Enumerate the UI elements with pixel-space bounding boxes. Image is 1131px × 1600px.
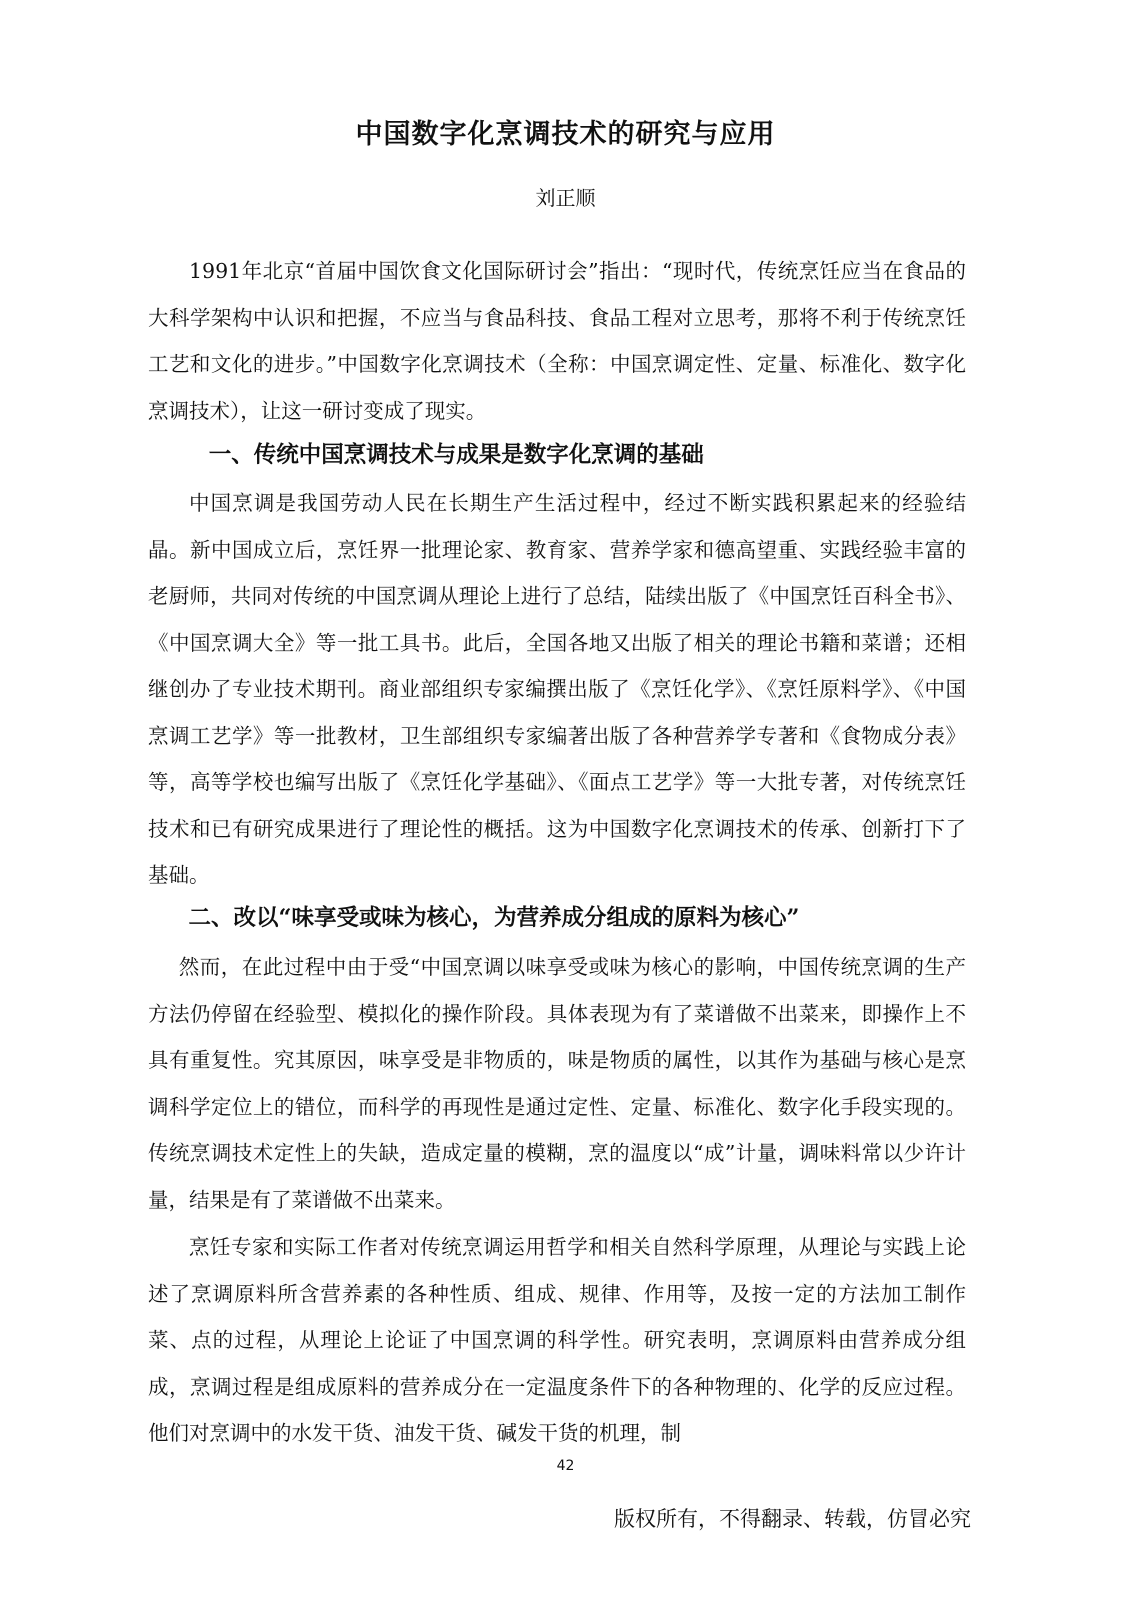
section-heading-2: 二、改以“味享受或味为核心，为营养成分组成的原料为核心”	[188, 905, 800, 931]
author-name: 刘正顺	[535, 186, 596, 210]
section-heading-1: 一、传统中国烹调技术与成果是数字化烹调的基础	[208, 442, 704, 468]
document-title: 中国数字化烹调技术的研究与应用	[355, 119, 776, 150]
paragraph-section-2a: 然而，在此过程中由于受“中国烹调以味享受或味为核心的影响，中国传统烹调的生产方法仍停留在经验型、模拟化的操作阶段。具体表现为有了菜谱做不出菜来，即操作上不具有重复性。究其原因，味享受是非物质的，味是物质的属性，以其作为基础与核心是烹调科学定位上的错位，而科学的再现性是通过定性、定量、标准化、数字化手段实现的。传统烹调技术定性上的失缺，造成定量的模糊，烹的温度以“成”计量，调味料常以少许计量，结果是有了菜谱做不出菜来。	[148, 955, 966, 1212]
paragraph-section-2b: 烹饪专家和实际工作者对传统烹调运用哲学和相关自然科学原理，从理论与实践上论述了烹调原料所含营养素的各种性质、组成、规律、作用等，及按一定的方法加工制作菜、点的过程，从理论上论证了中国烹调的科学性。研究表明，烹调原料由营养成分组成，烹调过程是组成原料的营养成分在一定温度条件下的各种物理的、化学的反应过程。他们对烹调中的水发干货、油发干货、碱发干货的机理，制	[148, 1235, 966, 1445]
copyright-notice: 版权所有，不得翻录、转载，仿冒必究	[614, 1507, 971, 1531]
page-number: 42	[556, 1458, 575, 1474]
paragraph-section-1: 中国烹调是我国劳动人民在长期生产生活过程中，经过不断实践积累起来的经验结晶。新中国成立后，烹饪界一批理论家、教育家、营养学家和德高望重、实践经验丰富的老厨师，共同对传统的中国烹调从理论上进行了总结，陆续出版了《中国烹饪百科全书》、《中国烹调大全》等一批工具书。此后，全国各地又出版了相关的理论书籍和菜谱；还相继创办了专业技术期刊。商业部组织专家编撰出版了《烹饪化学》、《烹饪原料学》、《中国烹调工艺学》等一批教材，卫生部组织专家编著出版了各种营养学专著和《食物成分表》等，高等学校也编写出版了《烹饪化学基础》、《面点工艺学》等一大批专著，对传统烹饪技术和已有研究成果进行了理论性的概括。这为中国数字化烹调技术的传承、创新打下了基础。	[148, 491, 966, 887]
paragraph-intro: 1991年北京“首届中国饮食文化国际研讨会”指出：“现时代，传统烹饪应当在食品的大科学架构中认识和把握，不应当与食品科技、食品工程对立思考，那将不利于传统烹饪工艺和文化的进步。”中国数字化烹调技术（全称：中国烹调定性、定量、标准化、数字化烹调技术），让这一研讨变成了现实。	[148, 259, 966, 423]
